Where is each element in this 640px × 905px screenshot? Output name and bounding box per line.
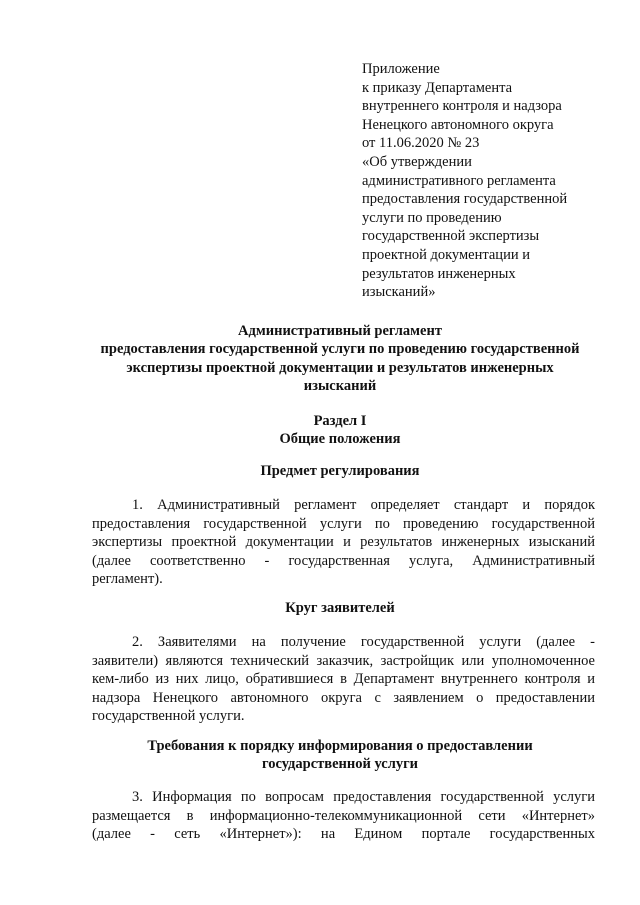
title-line: изысканий [303,378,377,395]
info-heading [80,737,600,774]
paragraph-line: кем-либо из них лицо, обратившиеся в Департамент внутреннего контроля и [92,671,595,688]
subject-heading-text: Предмет регулирования [260,463,420,479]
applicants-heading-text: Круг заявителей [285,600,395,616]
paragraph-2 [92,633,595,726]
section-heading [80,412,600,449]
appendix-line: предоставления государственной [362,191,568,208]
info-heading-line: государственной услуги [261,756,419,773]
document-title [80,322,600,396]
paragraph-1 [92,496,595,589]
paragraph-line: (далее соответственно - государственная услуга, Административный [92,552,595,569]
paragraph-line: регламент). [92,571,163,588]
section-name: Общие положения [279,431,401,448]
appendix-line: административного регламента [362,172,556,189]
appendix-line: внутреннего контроля и надзора [362,98,562,115]
title-line: Административный регламент [238,323,442,339]
appendix-line: Ненецкого автономного округа [362,116,554,133]
paragraph-line: размещается в информационно-телекоммуникационной сети «Интернет» [92,807,595,824]
subject-heading [80,462,600,480]
paragraph-line: 3. Информация по вопросам предоставления государственной услуги [132,789,595,805]
paragraph-line: 1. Административный регламент определяет стандарт и порядок [132,497,595,513]
paragraph-line: (далее - сеть «Интернет»): на Едином портале государственных [92,826,595,843]
title-line: предоставления государственной услуги по проведению государственной [100,341,580,358]
paragraph-3 [92,788,595,844]
applicants-heading [80,599,600,617]
paragraph-line: государственной услуги. [92,708,245,725]
appendix-line: государственной экспертизы [362,228,540,245]
appendix-line: проектной документации и [362,246,530,263]
title-line: экспертизы проектной документации и результатов инженерных [126,359,554,376]
appendix-line: изысканий» [362,284,436,301]
appendix-line: от 11.06.2020 № 23 [362,135,480,152]
appendix-line: Приложение [362,61,440,77]
paragraph-line: надзора Ненецкого автономного округа с заявлением о предоставлении [92,689,595,706]
paragraph-line: экспертизы проектной документации и результатов инженерных изысканий [92,534,595,551]
paragraph-line: предоставления государственной услуги по проведению государственной [92,515,595,532]
info-heading-line: Требования к порядку информирования о предоставлении [147,738,533,754]
paragraph-line: заявители) являются технический заказчик, застройщик или уполномоченное [92,652,595,669]
section-number: Раздел I [313,413,367,429]
paragraph-line: 2. Заявителями на получение государственной услуги (далее - [132,634,595,650]
appendix-line: услуги по проведению [362,209,502,226]
appendix-line: «Об утверждении [362,153,472,170]
appendix-line: результатов инженерных [362,265,516,282]
appendix-block [362,60,602,302]
appendix-line: к приказу Департамента [362,79,513,96]
